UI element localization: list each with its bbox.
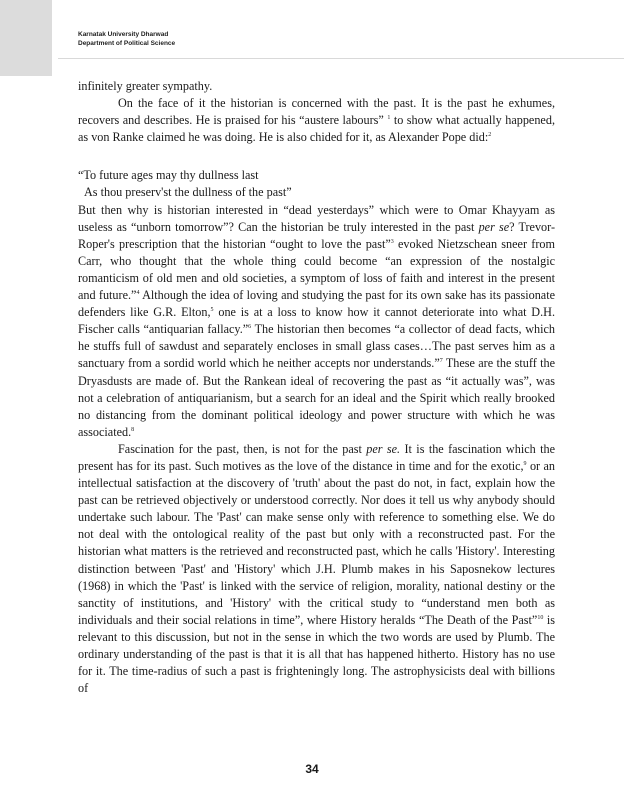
text-run: But then why is historian interested in “dead yesterdays” which were to Omar Khayyam as useless as “unborn tomorrow”? Can the historian be truly interested in the past <box>78 202 555 234</box>
footnote-ref-8: 8 <box>131 426 135 433</box>
paragraph-3 <box>78 441 555 697</box>
text-run: infinitely greater sympathy. <box>78 79 213 93</box>
footnote-ref-6: 6 <box>248 324 252 331</box>
footnote-ref-2: 2 <box>488 132 492 139</box>
footnote-ref-4: 4 <box>136 290 140 297</box>
body-text <box>78 78 555 697</box>
footnote-ref-3: 3 <box>390 238 394 245</box>
quote-line-1: “To future ages may thy dullness last <box>78 168 259 183</box>
page-number: 34 <box>305 762 319 776</box>
footnote-ref-1: 1 <box>387 115 391 122</box>
text-run: or an intellectual satisfaction at the discovery of 'truth' about the past do not, in fact, explain how the past can be retrieved objectively or understood correctly. Nor does it tell us why anybody should undertake such labour. The 'Past' can make sense only with reference to something else. We do not deal with the ontological reality of the past but only with a reconstructed past. For the historian what matters is the retrieved and reconstructed past, which he calls 'History'. Interesting distinction between 'Past' and 'History' which J.H. Plumb makes in his Saposnekow lectures (1968) in which the 'Past' is linked with the service of religion, morality, national destiny or the sanctity of institutions, and 'History' with the critical study to “understand men both as individuals and their social relations in time”, where History heralds “The Death of the Past” <box>78 458 555 627</box>
text-run: On the face of it the historian is concerned with the past. It is the past he exhumes, recovers and describes. He is praised for his “austere labours” <box>78 96 555 128</box>
footnote-ref-10: 10 <box>537 614 544 621</box>
header-university: Karnatak University Dharwad <box>78 31 169 38</box>
quote-line-2: As thou preserv'st the dullness of the past” <box>84 185 292 200</box>
text-run: These are the stuff the Dryasdusts are made of. But the Rankean ideal of recovering the past as “it actually was”, was not a celebration of antiquarianism, but a search for an ideal and the Spirit which really brooked no distancing from the dominant political ideology and power structure with which he was associated. <box>78 356 555 439</box>
text-run: Although the idea of loving and studying the past for its own sake has its passionate defenders like G.R. Elton, <box>78 288 556 320</box>
italic-per-se: per se. <box>366 441 401 456</box>
text-run: ? Trevor-Roper's prescription that the historian “ought to love the past” <box>78 219 556 251</box>
italic-per-se: per se <box>478 219 510 234</box>
text-run: It is the fascination which the present has for its past. Such motives as the love of the distance in time and for the exotic, <box>78 441 555 473</box>
corner-block <box>0 0 52 76</box>
header-department: Department of Political Science <box>78 40 176 47</box>
text-run: one is at a loss to know how it cannot deteriorate into what D.H. Fischer calls “antiquarian fallacy.” <box>78 305 555 337</box>
paragraph-2 <box>78 202 555 441</box>
paragraph-1 <box>78 95 555 146</box>
footnote-ref-7: 7 <box>439 358 443 365</box>
text-run: The historian then becomes “a collector of dead facts, which he stuffs full of sawdust and separately encloses in small glass cases…The past serves him as a sanctuary from a sordid world which he neither accepts nor understands.” <box>78 322 555 371</box>
header-rule <box>58 58 624 59</box>
footnote-ref-5: 5 <box>210 307 214 314</box>
page-header <box>78 30 175 48</box>
footnote-ref-9: 9 <box>523 460 527 467</box>
text-run: Fascination for the past, then, is not for the past <box>118 441 367 456</box>
paragraph-continuation <box>78 78 555 95</box>
text-run: evoked Nietzschean sneer from Carr, who thought that the whole thing could become “an expression of the nostalgic romanticism of old men and old societies, a symptom of loss of faith and interest in the present and future.” <box>78 236 555 303</box>
text-run: to show what actually happened, as von Ranke claimed he was doing. He is also chided for it, as Alexander Pope did: <box>78 113 555 145</box>
text-run: is relevant to this discussion, but not in the sense in which the two words are used by Plumb. The ordinary understanding of the past is that it is all that has happened hitherto. History has no use for it. The time-radius of such a past is frighteningly long. The astrophysicists deal with billions of <box>78 612 555 696</box>
